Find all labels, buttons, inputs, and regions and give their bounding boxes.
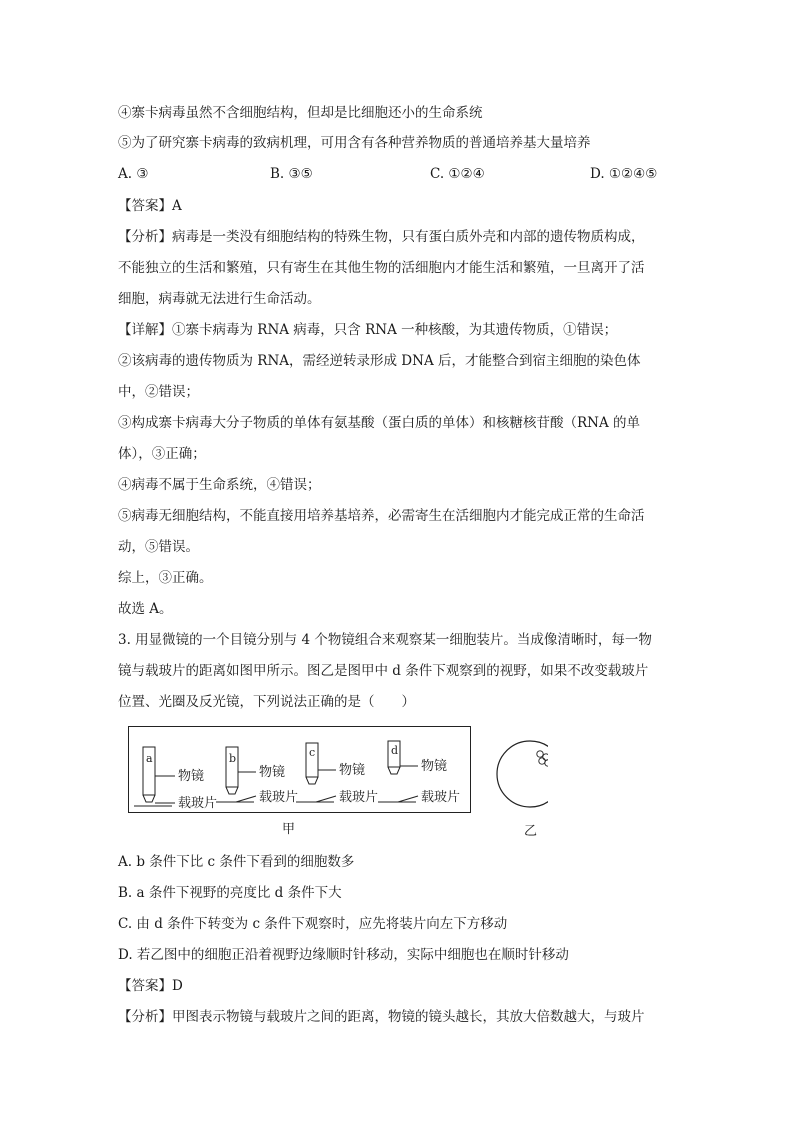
detail-line-3: 中，②错误；: [118, 384, 199, 400]
objective-a: [134, 747, 217, 811]
question-3-option-b: B. a 条件下视野的亮度比 d 条件下大: [118, 885, 342, 901]
question-3-option-c: C. 由 d 条件下转变为 c 条件下观察时，应先将装片向左下方移动: [118, 916, 508, 932]
slide-label-b: 载玻片: [259, 790, 299, 805]
objective-label-b: 物镜: [259, 765, 286, 780]
lens-letter-a: a: [146, 752, 153, 765]
detail-line-8: 动，⑤错误。: [118, 539, 199, 555]
objective-label-c: 物镜: [339, 763, 366, 778]
detail-line-6: ④病毒不属于生命系统，④错误；: [118, 477, 321, 493]
choice-a: A. ③: [118, 166, 149, 182]
choice-b: B. ③⑤: [270, 166, 313, 182]
analysis-1-line-1: 【分析】病毒是一类没有细胞结构的特殊生物，只有蛋白质外壳和内部的遗传物质构成，: [118, 229, 645, 245]
figure-jia: [128, 726, 548, 818]
detail-line-1: 【详解】①寨卡病毒为 RNA 病毒，只含 RNA 一种核酸，为其遗传物质，①错误；: [118, 322, 618, 338]
answer-1: 【答案】A: [118, 198, 182, 214]
lens-letter-b: b: [229, 752, 237, 765]
slide-label-a: 载玻片: [178, 796, 218, 811]
choice-c: C. ①②④: [430, 166, 485, 182]
detail-line-5: 体），③正确；: [118, 446, 206, 462]
answer-2: 【答案】D: [118, 978, 183, 994]
answer-choices: [118, 165, 678, 183]
analysis-2-line-1: 【分析】甲图表示物镜与载玻片之间的距离，物镜的镜头越长，其放大倍数越大，与玻片: [118, 1009, 645, 1025]
slide-label-c: 载玻片: [339, 790, 379, 805]
objective-d: [378, 741, 460, 805]
lens-letter-c: c: [309, 746, 316, 759]
cells-cluster: [537, 751, 548, 766]
detail-line-9: 综上，③正确。: [118, 570, 213, 586]
detail-line-10: 故选 A。: [118, 601, 173, 617]
slide-label-d: 载玻片: [421, 790, 461, 805]
choice-d: D. ①②④⑤: [590, 166, 658, 182]
question-3-line-2: 镜与载玻片的距离如图甲所示。图乙是图甲中 d 条件下观察到的视野，如果不改变载玻片: [118, 663, 649, 679]
lens-letter-d: d: [391, 744, 399, 757]
microscope-figure: [128, 726, 548, 822]
question-3-option-d: D. 若乙图中的细胞正沿着视野边缘顺时针移动，实际中细胞也在顺时针移动: [118, 947, 569, 963]
detail-line-2: ②该病毒的遗传物质为 RNA，需经逆转录形成 DNA 后，才能整合到宿主细胞的染色体: [118, 353, 641, 369]
caption-yi: 乙: [524, 824, 538, 839]
analysis-1-line-2: 不能独立的生活和繁殖，只有寄生在其他生物的活细胞内才能生活和繁殖，一旦离开了活: [118, 260, 645, 276]
analysis-1-line-3: 细胞，病毒就无法进行生命活动。: [118, 291, 321, 307]
detail-line-4: ③构成寨卡病毒大分子物质的单体有氨基酸（蛋白质的单体）和核糖核苷酸（RNA 的单: [118, 415, 641, 431]
question-3-option-a: A. b 条件下比 c 条件下看到的细胞数多: [118, 854, 355, 870]
caption-jia: 甲: [282, 822, 296, 837]
figure-yi: [497, 741, 548, 807]
detail-line-7: ⑤病毒无细胞结构，不能直接用培养基培养，必需寄生在活细胞内才能完成正常的生命活: [118, 508, 645, 524]
objective-b: [216, 747, 298, 805]
objective-label-a: 物镜: [178, 769, 205, 784]
option-line-5: ⑤为了研究寨卡病毒的致病机理，可用含有各种营养物质的普通培养基大量培养: [118, 135, 591, 151]
question-3-line-3: 位置、光圈及反光镜，下列说法正确的是（ ）: [118, 694, 415, 710]
option-line-4: ④寨卡病毒虽然不含细胞结构，但却是比细胞还小的生命系统: [118, 105, 483, 121]
objective-c: [296, 743, 378, 805]
objective-label-d: 物镜: [421, 759, 448, 774]
question-3-line-1: 3. 用显微镜的一个目镜分别与 4 个物镜组合来观察某一细胞装片。当成像清晰时，每一物: [118, 632, 652, 648]
